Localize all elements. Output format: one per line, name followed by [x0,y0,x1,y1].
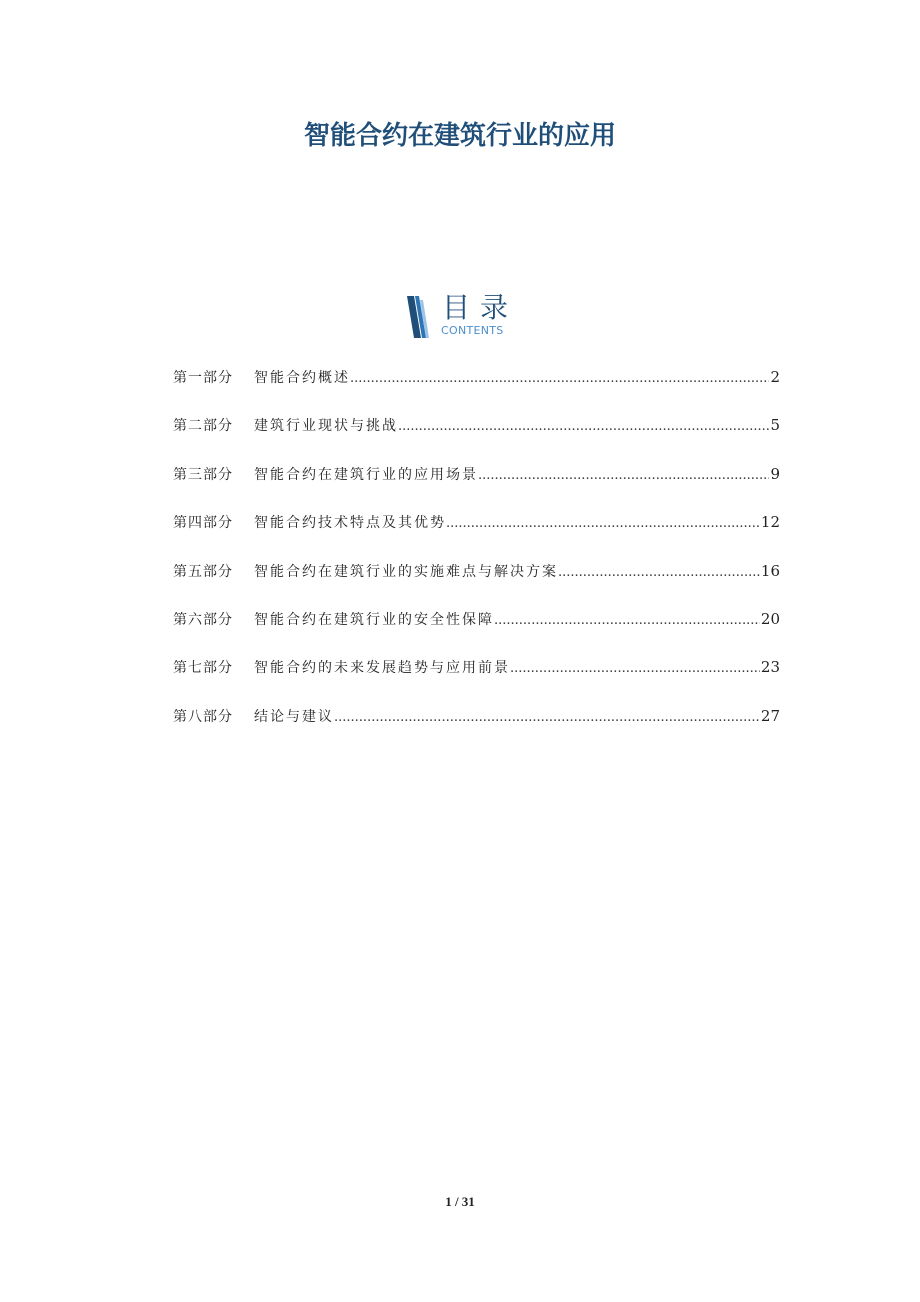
toc-dot-leader [446,512,760,536]
toc-section-title: 智能合约在建筑行业的安全性保障 [254,611,494,628]
book-spine-logo-icon [407,296,435,338]
toc-part-label: 第八部分 [173,708,233,725]
toc-page-number: 20 [760,609,780,628]
toc-dot-leader [494,609,760,633]
toc-entry[interactable] [173,365,780,413]
toc-entry[interactable] [173,413,780,461]
toc-entry[interactable] [173,655,780,703]
toc-section-title: 智能合约的未来发展趋势与应用前景 [254,660,510,677]
toc-page-number: 12 [760,513,780,532]
toc-section-title: 结论与建议 [254,708,334,725]
toc-heading [407,292,527,340]
toc-part-label: 第六部分 [173,611,233,628]
toc-section-title: 智能合约概述 [254,370,350,386]
toc-heading-subtitle: CONTENTS [441,324,504,337]
toc-page-number: 27 [760,706,780,725]
toc-part-label: 第一部分 [173,370,233,386]
toc-part-label: 第三部分 [173,466,233,483]
toc-part-label: 第四部分 [173,515,233,532]
table-of-contents [173,365,780,752]
toc-section-title: 智能合约技术特点及其优势 [254,515,446,532]
toc-section-title: 智能合约在建筑行业的应用场景 [254,466,478,483]
toc-entry[interactable] [173,462,780,510]
toc-entry[interactable] [173,607,780,655]
toc-entry[interactable] [173,559,780,607]
toc-page-number: 5 [770,416,780,435]
toc-dot-leader [558,561,760,585]
toc-page-number: 23 [760,658,780,677]
toc-dot-leader [478,464,769,488]
toc-part-label: 第七部分 [173,660,233,677]
toc-part-label: 第二部分 [173,418,233,435]
toc-page-number: 16 [760,561,780,580]
toc-dot-leader [398,415,769,439]
toc-page-number: 9 [770,464,780,483]
toc-entry[interactable] [173,510,780,558]
toc-dot-leader [334,706,760,730]
page-indicator: 1 / 31 [445,1194,475,1209]
toc-section-title: 建筑行业现状与挑战 [254,418,398,435]
toc-dot-leader [350,367,769,391]
toc-heading-title: 目录 [442,291,519,324]
toc-page-number: 2 [770,368,780,386]
document-title: 智能合约在建筑行业的应用 [303,121,616,151]
toc-entry[interactable] [173,704,780,752]
toc-part-label: 第五部分 [173,563,233,580]
toc-section-title: 智能合约在建筑行业的实施难点与解决方案 [254,563,558,580]
toc-dot-leader [510,657,760,681]
